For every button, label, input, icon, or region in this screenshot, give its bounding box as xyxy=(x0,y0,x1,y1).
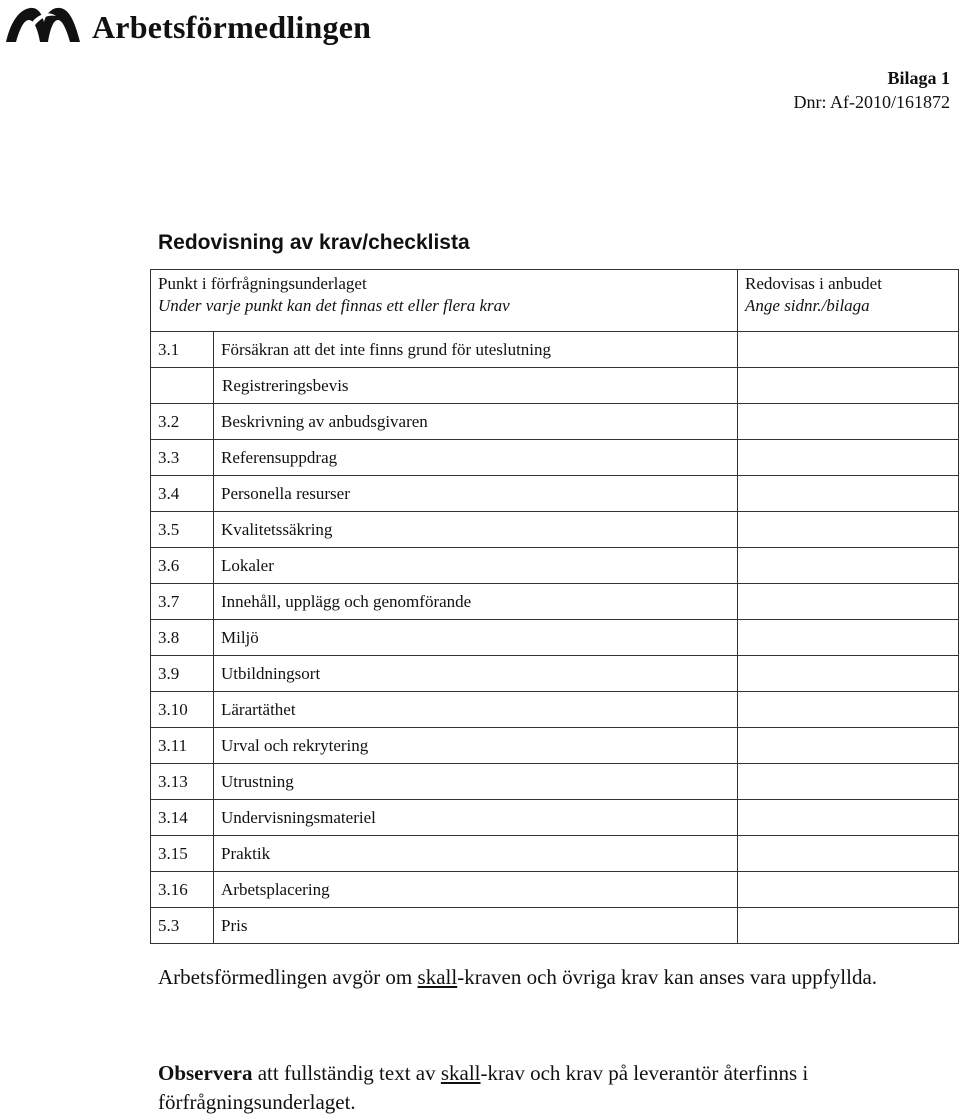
checklist-table xyxy=(150,269,959,944)
table-row xyxy=(151,368,959,404)
row-answer-cell[interactable] xyxy=(738,440,959,476)
row-answer-cell[interactable] xyxy=(738,872,959,908)
table-row xyxy=(151,548,959,584)
table-row xyxy=(151,836,959,872)
row-number xyxy=(151,368,214,404)
row-number: 3.10 xyxy=(151,692,214,728)
table-header-row xyxy=(151,270,959,332)
row-requirement: Lokaler xyxy=(214,548,738,584)
row-answer-cell[interactable] xyxy=(738,404,959,440)
row-answer-cell[interactable] xyxy=(738,836,959,872)
row-number: 3.8 xyxy=(151,620,214,656)
observe-note xyxy=(158,1059,948,1117)
document-header xyxy=(0,0,960,50)
row-requirement: Arbetsplacering xyxy=(214,872,738,908)
row-number: 3.1 xyxy=(151,332,214,368)
row-number: 3.14 xyxy=(151,800,214,836)
row-requirement: Undervisningsmateriel xyxy=(214,800,738,836)
header-left-note: Under varje punkt kan det finnas ett eller flera krav xyxy=(158,296,510,315)
evaluation-note-skall: skall xyxy=(417,965,458,989)
row-requirement: Urval och rekrytering xyxy=(214,728,738,764)
row-number: 5.3 xyxy=(151,908,214,944)
appendix-label: Bilaga 1 xyxy=(887,68,950,88)
row-answer-cell[interactable] xyxy=(738,368,959,404)
row-answer-cell[interactable] xyxy=(738,332,959,368)
table-row xyxy=(151,584,959,620)
row-answer-cell[interactable] xyxy=(738,620,959,656)
reference-block xyxy=(794,66,951,114)
table-row xyxy=(151,800,959,836)
row-number: 3.3 xyxy=(151,440,214,476)
evaluation-note-end: -kraven och övriga krav kan anses vara uppfyllda. xyxy=(457,965,878,989)
row-requirement: Praktik xyxy=(214,836,738,872)
table-row xyxy=(151,656,959,692)
observe-note-end: -krav och krav på leverantör återfinns i förfrågningsunderlaget. xyxy=(158,1061,809,1114)
table-row xyxy=(151,512,959,548)
table-row xyxy=(151,476,959,512)
brand-name: Arbetsförmedlingen xyxy=(92,9,372,45)
row-requirement: Beskrivning av anbudsgivaren xyxy=(214,404,738,440)
row-number: 3.11 xyxy=(151,728,214,764)
table-row xyxy=(151,692,959,728)
row-number: 3.2 xyxy=(151,404,214,440)
page-title: Redovisning av krav/checklista xyxy=(158,231,470,254)
row-requirement: Miljö xyxy=(214,620,738,656)
row-answer-cell[interactable] xyxy=(738,728,959,764)
row-requirement: Kvalitetssäkring xyxy=(214,512,738,548)
table-row xyxy=(151,620,959,656)
row-requirement: Personella resurser xyxy=(214,476,738,512)
row-requirement: Utrustning xyxy=(214,764,738,800)
row-answer-cell[interactable] xyxy=(738,692,959,728)
row-number: 3.13 xyxy=(151,764,214,800)
row-number: 3.7 xyxy=(151,584,214,620)
table-header-left xyxy=(151,270,738,332)
table-row xyxy=(151,872,959,908)
row-answer-cell[interactable] xyxy=(738,908,959,944)
observe-note-middle: att fullständig text av xyxy=(252,1061,441,1085)
header-right-title: Redovisas i anbudet xyxy=(745,274,882,293)
table-row xyxy=(151,404,959,440)
row-answer-cell[interactable] xyxy=(738,584,959,620)
table-row xyxy=(151,332,959,368)
row-requirement: Utbildningsort xyxy=(214,656,738,692)
row-answer-cell[interactable] xyxy=(738,656,959,692)
row-requirement: Pris xyxy=(214,908,738,944)
row-answer-cell[interactable] xyxy=(738,548,959,584)
observe-note-skall: skall xyxy=(440,1061,481,1085)
row-answer-cell[interactable] xyxy=(738,476,959,512)
table-row xyxy=(151,440,959,476)
row-answer-cell[interactable] xyxy=(738,764,959,800)
row-number: 3.16 xyxy=(151,872,214,908)
row-requirement: Registreringsbevis xyxy=(214,368,738,404)
row-number: 3.4 xyxy=(151,476,214,512)
row-number: 3.6 xyxy=(151,548,214,584)
registration-number: Dnr: Af-2010/161872 xyxy=(793,92,950,112)
row-requirement: Referensuppdrag xyxy=(214,440,738,476)
table-row xyxy=(151,728,959,764)
row-requirement: Innehåll, upplägg och genomförande xyxy=(214,584,738,620)
row-answer-cell[interactable] xyxy=(738,800,959,836)
header-left-title: Punkt i förfrågningsunderlaget xyxy=(158,274,367,293)
row-number: 3.15 xyxy=(151,836,214,872)
row-requirement: Försäkran att det inte finns grund för uteslutning xyxy=(214,332,738,368)
table-row xyxy=(151,908,959,944)
table-row xyxy=(151,764,959,800)
evaluation-note-start: Arbetsförmedlingen avgör om xyxy=(158,965,418,989)
row-number: 3.9 xyxy=(151,656,214,692)
header-right-note: Ange sidnr./bilaga xyxy=(745,296,870,315)
row-number: 3.5 xyxy=(151,512,214,548)
arbetsformedlingen-logo-icon xyxy=(4,4,82,44)
row-requirement: Lärartäthet xyxy=(214,692,738,728)
evaluation-note xyxy=(158,963,948,992)
row-answer-cell[interactable] xyxy=(738,512,959,548)
observe-note-bold: Observera xyxy=(158,1061,253,1085)
table-header-right xyxy=(738,270,959,332)
